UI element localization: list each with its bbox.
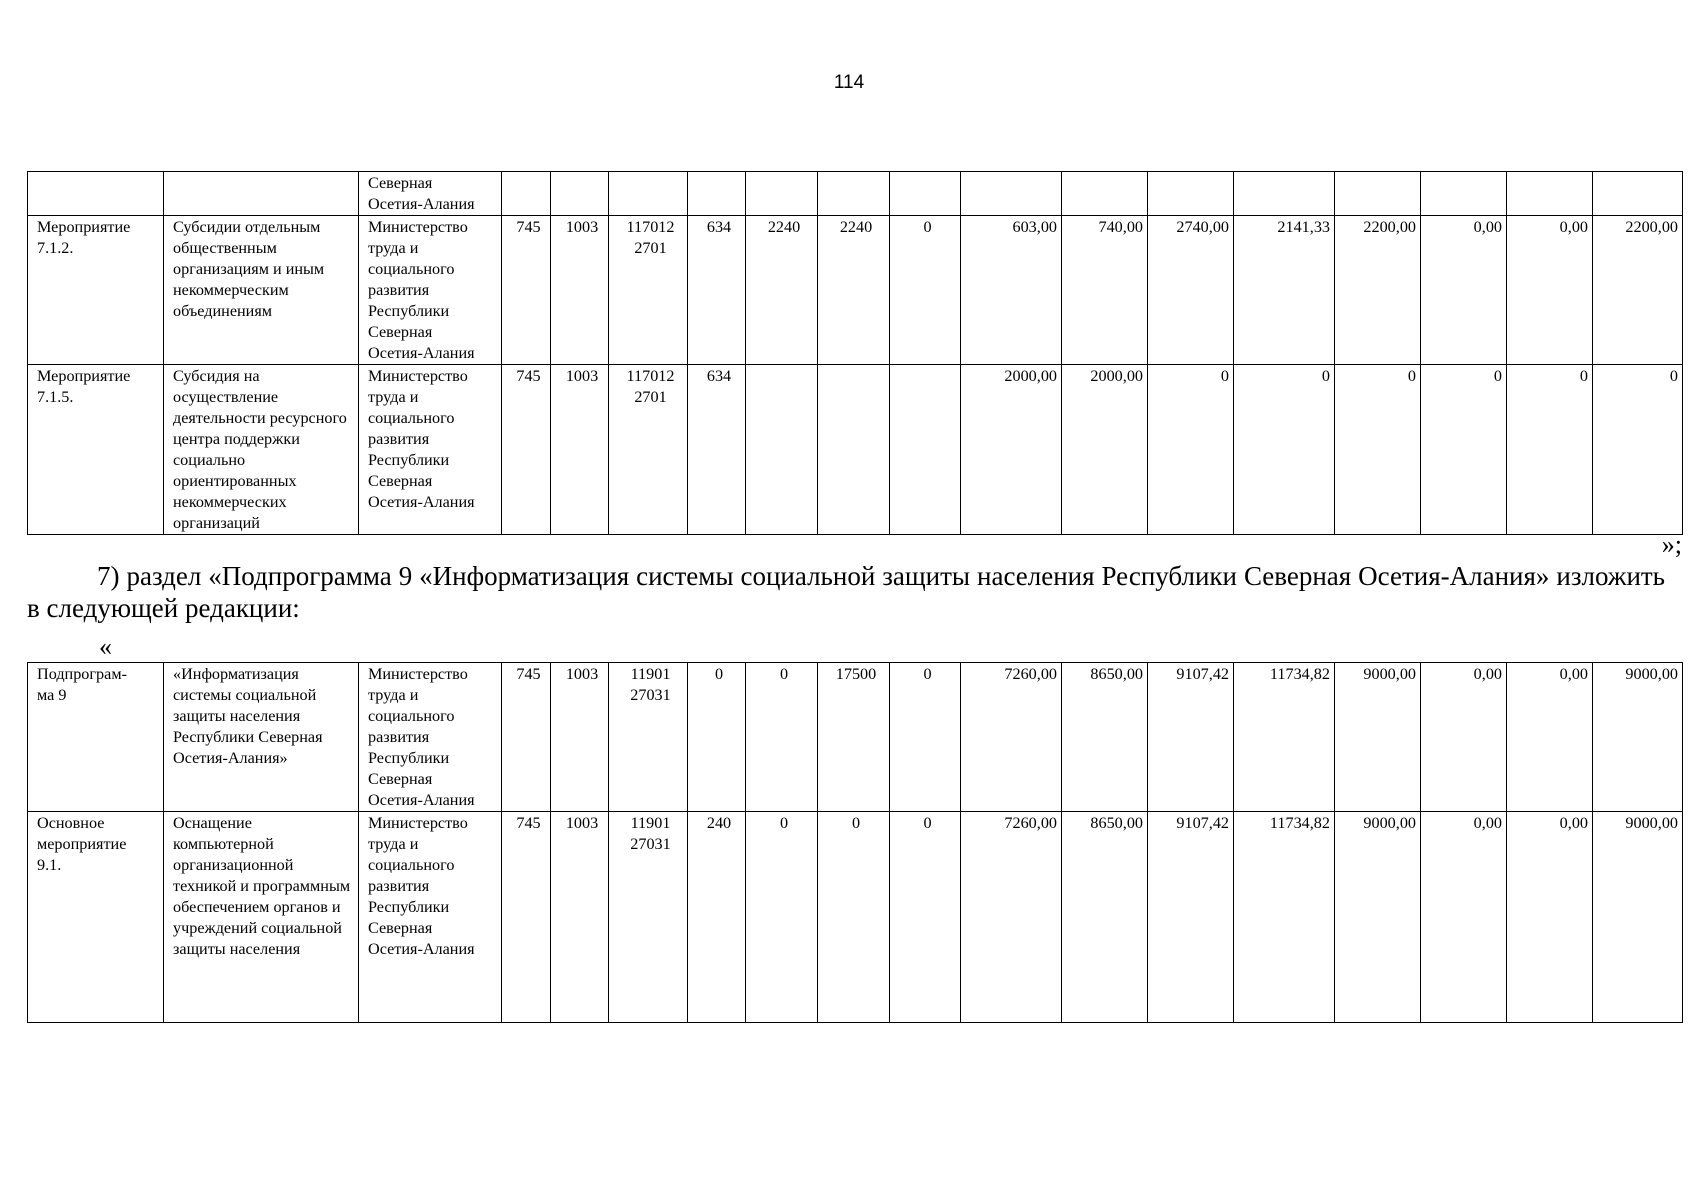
table-row (28, 365, 1683, 535)
year-7-value-cell: 11734,82 (1234, 812, 1335, 1023)
executor-cell: Министерство труда и социального развития Республики Северная Осетия-Алания (359, 365, 502, 535)
executor-cell: Министерство труда и социального развития Республики Северная Осетия-Алания (359, 216, 502, 365)
year-8-value-cell: 9000,00 (1335, 663, 1421, 812)
item-name-cell: Субсидии отдельным общественным организациям и иным некоммерческим объединениям (164, 216, 359, 365)
section-code-cell (551, 172, 609, 216)
year-3-value-cell (890, 172, 961, 216)
amendment-text: 7) раздел «Подпрограмма 9 «Информатизация системы социальной защиты населения Республики Северная Осетия-Алания» изложить в следующей редакции: (27, 561, 1665, 623)
year-4-value-cell: 7260,00 (961, 663, 1062, 812)
item-code-cell: Основное мероприятие 9.1. (28, 812, 164, 1023)
year-4-value-cell (961, 172, 1062, 216)
year-2-value-cell: 17500 (818, 663, 890, 812)
year-11-value-cell: 0 (1593, 365, 1683, 535)
target-article-cell: 11901 27031 (609, 812, 688, 1023)
target-article-cell (609, 172, 688, 216)
year-3-value-cell: 0 (890, 216, 961, 365)
year-1-value-cell (746, 365, 818, 535)
year-10-value-cell: 0 (1507, 365, 1593, 535)
year-2-value-cell: 0 (818, 812, 890, 1023)
year-11-value-cell: 2200,00 (1593, 216, 1683, 365)
year-10-value-cell: 0,00 (1507, 663, 1593, 812)
year-10-value-cell: 0,00 (1507, 216, 1593, 365)
section-code-cell: 1003 (551, 812, 609, 1023)
opening-quote: « (99, 632, 112, 661)
year-6-value-cell: 2740,00 (1148, 216, 1234, 365)
year-11-value-cell: 9000,00 (1593, 812, 1683, 1023)
year-6-value-cell (1148, 172, 1234, 216)
year-5-value-cell: 740,00 (1062, 216, 1148, 365)
section-code-cell: 1003 (551, 365, 609, 535)
executor-cell: Министерство труда и социального развития Республики Северная Осетия-Алания (359, 812, 502, 1023)
item-code-cell: Мероприятие 7.1.2. (28, 216, 164, 365)
target-article-cell: 117012 2701 (609, 365, 688, 535)
year-1-value-cell: 0 (746, 812, 818, 1023)
year-2-value-cell (818, 172, 890, 216)
year-7-value-cell: 0 (1234, 365, 1335, 535)
year-6-value-cell: 0 (1148, 365, 1234, 535)
item-name-cell: «Информатизация системы социальной защиты населения Республики Северная Осетия-Алания» (164, 663, 359, 812)
year-3-value-cell: 0 (890, 663, 961, 812)
target-article-cell: 11901 27031 (609, 663, 688, 812)
year-10-value-cell (1507, 172, 1593, 216)
year-5-value-cell: 2000,00 (1062, 365, 1148, 535)
table-row (28, 663, 1683, 812)
year-4-value-cell: 2000,00 (961, 365, 1062, 535)
executor-cell: Северная Осетия-Алания (359, 172, 502, 216)
expense-type-cell: 0 (688, 663, 746, 812)
item-name-cell: Оснащение компьютерной организационной техникой и программным обеспечением органов и учреждений социальной защиты населения (164, 812, 359, 1023)
item-name-cell: Субсидия на осуществление деятельности ресурсного центра поддержки социально ориентированных некоммерческих организаций (164, 365, 359, 535)
year-3-value-cell (890, 365, 961, 535)
year-4-value-cell: 7260,00 (961, 812, 1062, 1023)
year-7-value-cell (1234, 172, 1335, 216)
year-7-value-cell: 2141,33 (1234, 216, 1335, 365)
year-8-value-cell: 9000,00 (1335, 812, 1421, 1023)
year-10-value-cell: 0,00 (1507, 812, 1593, 1023)
year-5-value-cell: 8650,00 (1062, 663, 1148, 812)
year-3-value-cell: 0 (890, 812, 961, 1023)
year-2-value-cell: 2240 (818, 216, 890, 365)
year-9-value-cell: 0 (1421, 365, 1507, 535)
item-code-cell (28, 172, 164, 216)
item-code-cell: Мероприятие 7.1.5. (28, 365, 164, 535)
year-11-value-cell (1593, 172, 1683, 216)
grbs-code-cell: 745 (502, 812, 551, 1023)
item-code-cell: Подпрограм- ма 9 (28, 663, 164, 812)
year-9-value-cell: 0,00 (1421, 812, 1507, 1023)
item-name-cell (164, 172, 359, 216)
expense-type-cell: 240 (688, 812, 746, 1023)
year-1-value-cell: 0 (746, 663, 818, 812)
section-code-cell: 1003 (551, 663, 609, 812)
expense-type-cell (688, 172, 746, 216)
table-row (28, 172, 1683, 216)
year-11-value-cell: 9000,00 (1593, 663, 1683, 812)
grbs-code-cell: 745 (502, 663, 551, 812)
amendment-paragraph (27, 560, 1665, 624)
grbs-code-cell (502, 172, 551, 216)
grbs-code-cell: 745 (502, 216, 551, 365)
closing-quote: »; (1661, 530, 1682, 559)
year-9-value-cell (1421, 172, 1507, 216)
year-4-value-cell: 603,00 (961, 216, 1062, 365)
budget-table-continuation (27, 171, 1683, 535)
table-row (28, 216, 1683, 365)
page-number: 114 (833, 72, 865, 93)
table-row (28, 812, 1683, 1023)
year-5-value-cell (1062, 172, 1148, 216)
executor-cell: Министерство труда и социального развития Республики Северная Осетия-Алания (359, 663, 502, 812)
year-9-value-cell: 0,00 (1421, 663, 1507, 812)
subprogram-9-table (27, 662, 1683, 1023)
year-2-value-cell (818, 365, 890, 535)
year-6-value-cell: 9107,42 (1148, 812, 1234, 1023)
section-code-cell: 1003 (551, 216, 609, 365)
year-8-value-cell: 2200,00 (1335, 216, 1421, 365)
year-1-value-cell (746, 172, 818, 216)
expense-type-cell: 634 (688, 365, 746, 535)
expense-type-cell: 634 (688, 216, 746, 365)
year-8-value-cell: 0 (1335, 365, 1421, 535)
grbs-code-cell: 745 (502, 365, 551, 535)
target-article-cell: 117012 2701 (609, 216, 688, 365)
year-8-value-cell (1335, 172, 1421, 216)
year-1-value-cell: 2240 (746, 216, 818, 365)
year-5-value-cell: 8650,00 (1062, 812, 1148, 1023)
year-7-value-cell: 11734,82 (1234, 663, 1335, 812)
year-9-value-cell: 0,00 (1421, 216, 1507, 365)
year-6-value-cell: 9107,42 (1148, 663, 1234, 812)
